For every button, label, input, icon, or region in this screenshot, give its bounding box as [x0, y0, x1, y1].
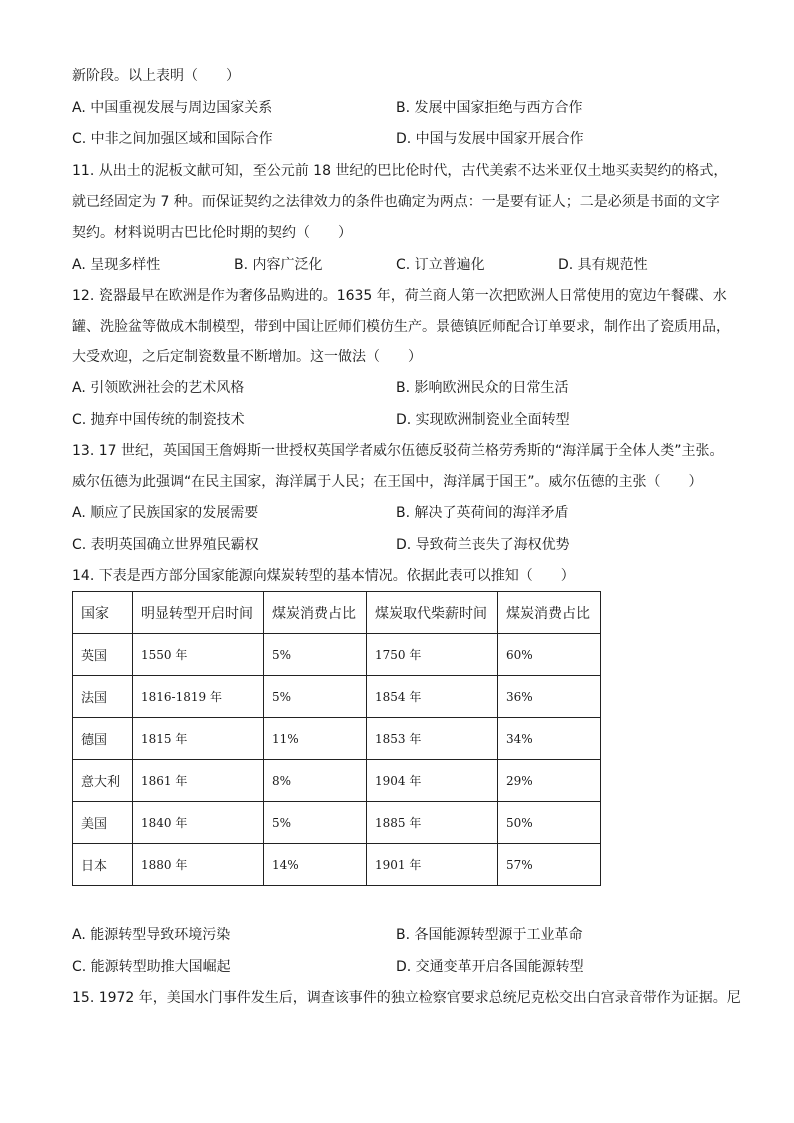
table-cell-country: 法国 [73, 676, 133, 718]
table-row [73, 760, 601, 802]
q11-option-b: B. 内容广泛化 [234, 257, 323, 273]
table-header-row [73, 592, 601, 634]
table-cell: 34% [498, 718, 601, 760]
table-cell: 29% [498, 760, 601, 802]
table-row [73, 718, 601, 760]
q10-option-b: B. 发展中国家拒绝与西方合作 [396, 100, 583, 116]
table-cell: 5% [264, 634, 367, 676]
q10-option-a: A. 中国重视发展与周边国家关系 [72, 100, 273, 116]
table-cell: 1854 年 [367, 676, 498, 718]
q11-option-d: D. 具有规范性 [558, 257, 648, 273]
table-cell: 1904 年 [367, 760, 498, 802]
table-cell-country: 德国 [73, 718, 133, 760]
q15-stem-line: 15. 1972 年，美国水门事件发生后，调查该事件的独立检察官要求总统尼克松交出白宫录音带作为证据。尼 [72, 990, 741, 1006]
table-cell-country: 日本 [73, 844, 133, 886]
table-cell: 1885 年 [367, 802, 498, 844]
table-header-cell: 国家 [73, 592, 133, 634]
q13-option-b: B. 解决了英荷间的海洋矛盾 [396, 505, 569, 521]
q13-option-a: A. 顺应了民族国家的发展需要 [72, 505, 259, 521]
table-row [73, 634, 601, 676]
table-cell: 57% [498, 844, 601, 886]
q13-stem-line: 威尔伍德为此强调“在民主国家，海洋属于人民；在王国中，海洋属于国王”。威尔伍德的主张（ ） [72, 474, 703, 490]
table-row [73, 676, 601, 718]
q11-option-a: A. 呈现多样性 [72, 257, 161, 273]
q12-stem-line: 大受欢迎，之后定制瓷数量不断增加。这一做法（ ） [72, 349, 422, 365]
q14-option-a: A. 能源转型导致环境污染 [72, 927, 231, 943]
table-cell-country: 美国 [73, 802, 133, 844]
table-cell: 1861 年 [133, 760, 264, 802]
q10-option-d: D. 中国与发展中国家开展合作 [396, 131, 584, 147]
q14-stem: 14. 下表是西方部分国家能源向煤炭转型的基本情况。依据此表可以推知（ ） [72, 568, 575, 584]
table-cell: 11% [264, 718, 367, 760]
q14-option-b: B. 各国能源转型源于工业革命 [396, 927, 583, 943]
q12-option-a: A. 引领欧洲社会的艺术风格 [72, 380, 245, 396]
table-cell: 1853 年 [367, 718, 498, 760]
table-cell-country: 意大利 [73, 760, 133, 802]
q10-stem-tail: 新阶段。以上表明（ ） [72, 68, 240, 84]
q13-option-c: C. 表明英国确立世界殖民霸权 [72, 537, 259, 553]
q12-option-d: D. 实现欧洲制瓷业全面转型 [396, 412, 570, 428]
table-cell: 1880 年 [133, 844, 264, 886]
table-cell: 1901 年 [367, 844, 498, 886]
q13-stem-line: 13. 17 世纪，英国国王詹姆斯一世授权英国学者威尔伍德反驳荷兰格劳秀斯的“海洋属于全体人类”主张。 [72, 443, 724, 459]
table-cell: 1816-1819 年 [133, 676, 264, 718]
q12-option-c: C. 抛弃中国传统的制瓷技术 [72, 412, 245, 428]
table-cell: 1550 年 [133, 634, 264, 676]
table-cell: 1815 年 [133, 718, 264, 760]
table-cell: 50% [498, 802, 601, 844]
table-cell: 36% [498, 676, 601, 718]
table-header-cell: 明显转型开启时间 [133, 592, 264, 634]
table-cell: 14% [264, 844, 367, 886]
table-cell: 1750 年 [367, 634, 498, 676]
q13-option-d: D. 导致荷兰丧失了海权优势 [396, 537, 570, 553]
table-header-cell: 煤炭消费占比 [264, 592, 367, 634]
table-cell: 60% [498, 634, 601, 676]
table-cell: 8% [264, 760, 367, 802]
table-row [73, 844, 601, 886]
q14-option-c: C. 能源转型助推大国崛起 [72, 959, 231, 975]
table-cell: 5% [264, 802, 367, 844]
table-cell-country: 英国 [73, 634, 133, 676]
table-row [73, 802, 601, 844]
q14-option-d: D. 交通变革开启各国能源转型 [396, 959, 584, 975]
table-cell: 1840 年 [133, 802, 264, 844]
q11-option-c: C. 订立普遍化 [396, 257, 485, 273]
table-header-cell: 煤炭取代柴薪时间 [367, 592, 498, 634]
q11-stem-line: 就已经固定为 7 种。而保证契约之法律效力的条件也确定为两点：一是要有证人；二是必须是书面的文字 [72, 194, 720, 210]
q12-stem-line: 罐、洗脸盆等做成木制模型，带到中国让匠师们模仿生产。景德镇匠师配合订单要求，制作出了瓷质用品， [72, 319, 730, 335]
q10-option-c: C. 中非之间加强区域和国际合作 [72, 131, 273, 147]
table-header-cell: 煤炭消费占比 [498, 592, 601, 634]
table-cell: 5% [264, 676, 367, 718]
q11-stem-line: 契约。材料说明古巴比伦时期的契约（ ） [72, 225, 352, 241]
q12-option-b: B. 影响欧洲民众的日常生活 [396, 380, 569, 396]
q11-stem-line: 11. 从出土的泥板文献可知，至公元前 18 世纪的巴比伦时代，古代美索不达米亚仅土地买卖契约的格式， [72, 163, 728, 179]
q12-stem-line: 12. 瓷器最早在欧洲是作为奢侈品购进的。1635 年，荷兰商人第一次把欧洲人日常使用的宽边午餐碟、水 [72, 288, 727, 304]
coal-transition-table [72, 591, 601, 886]
